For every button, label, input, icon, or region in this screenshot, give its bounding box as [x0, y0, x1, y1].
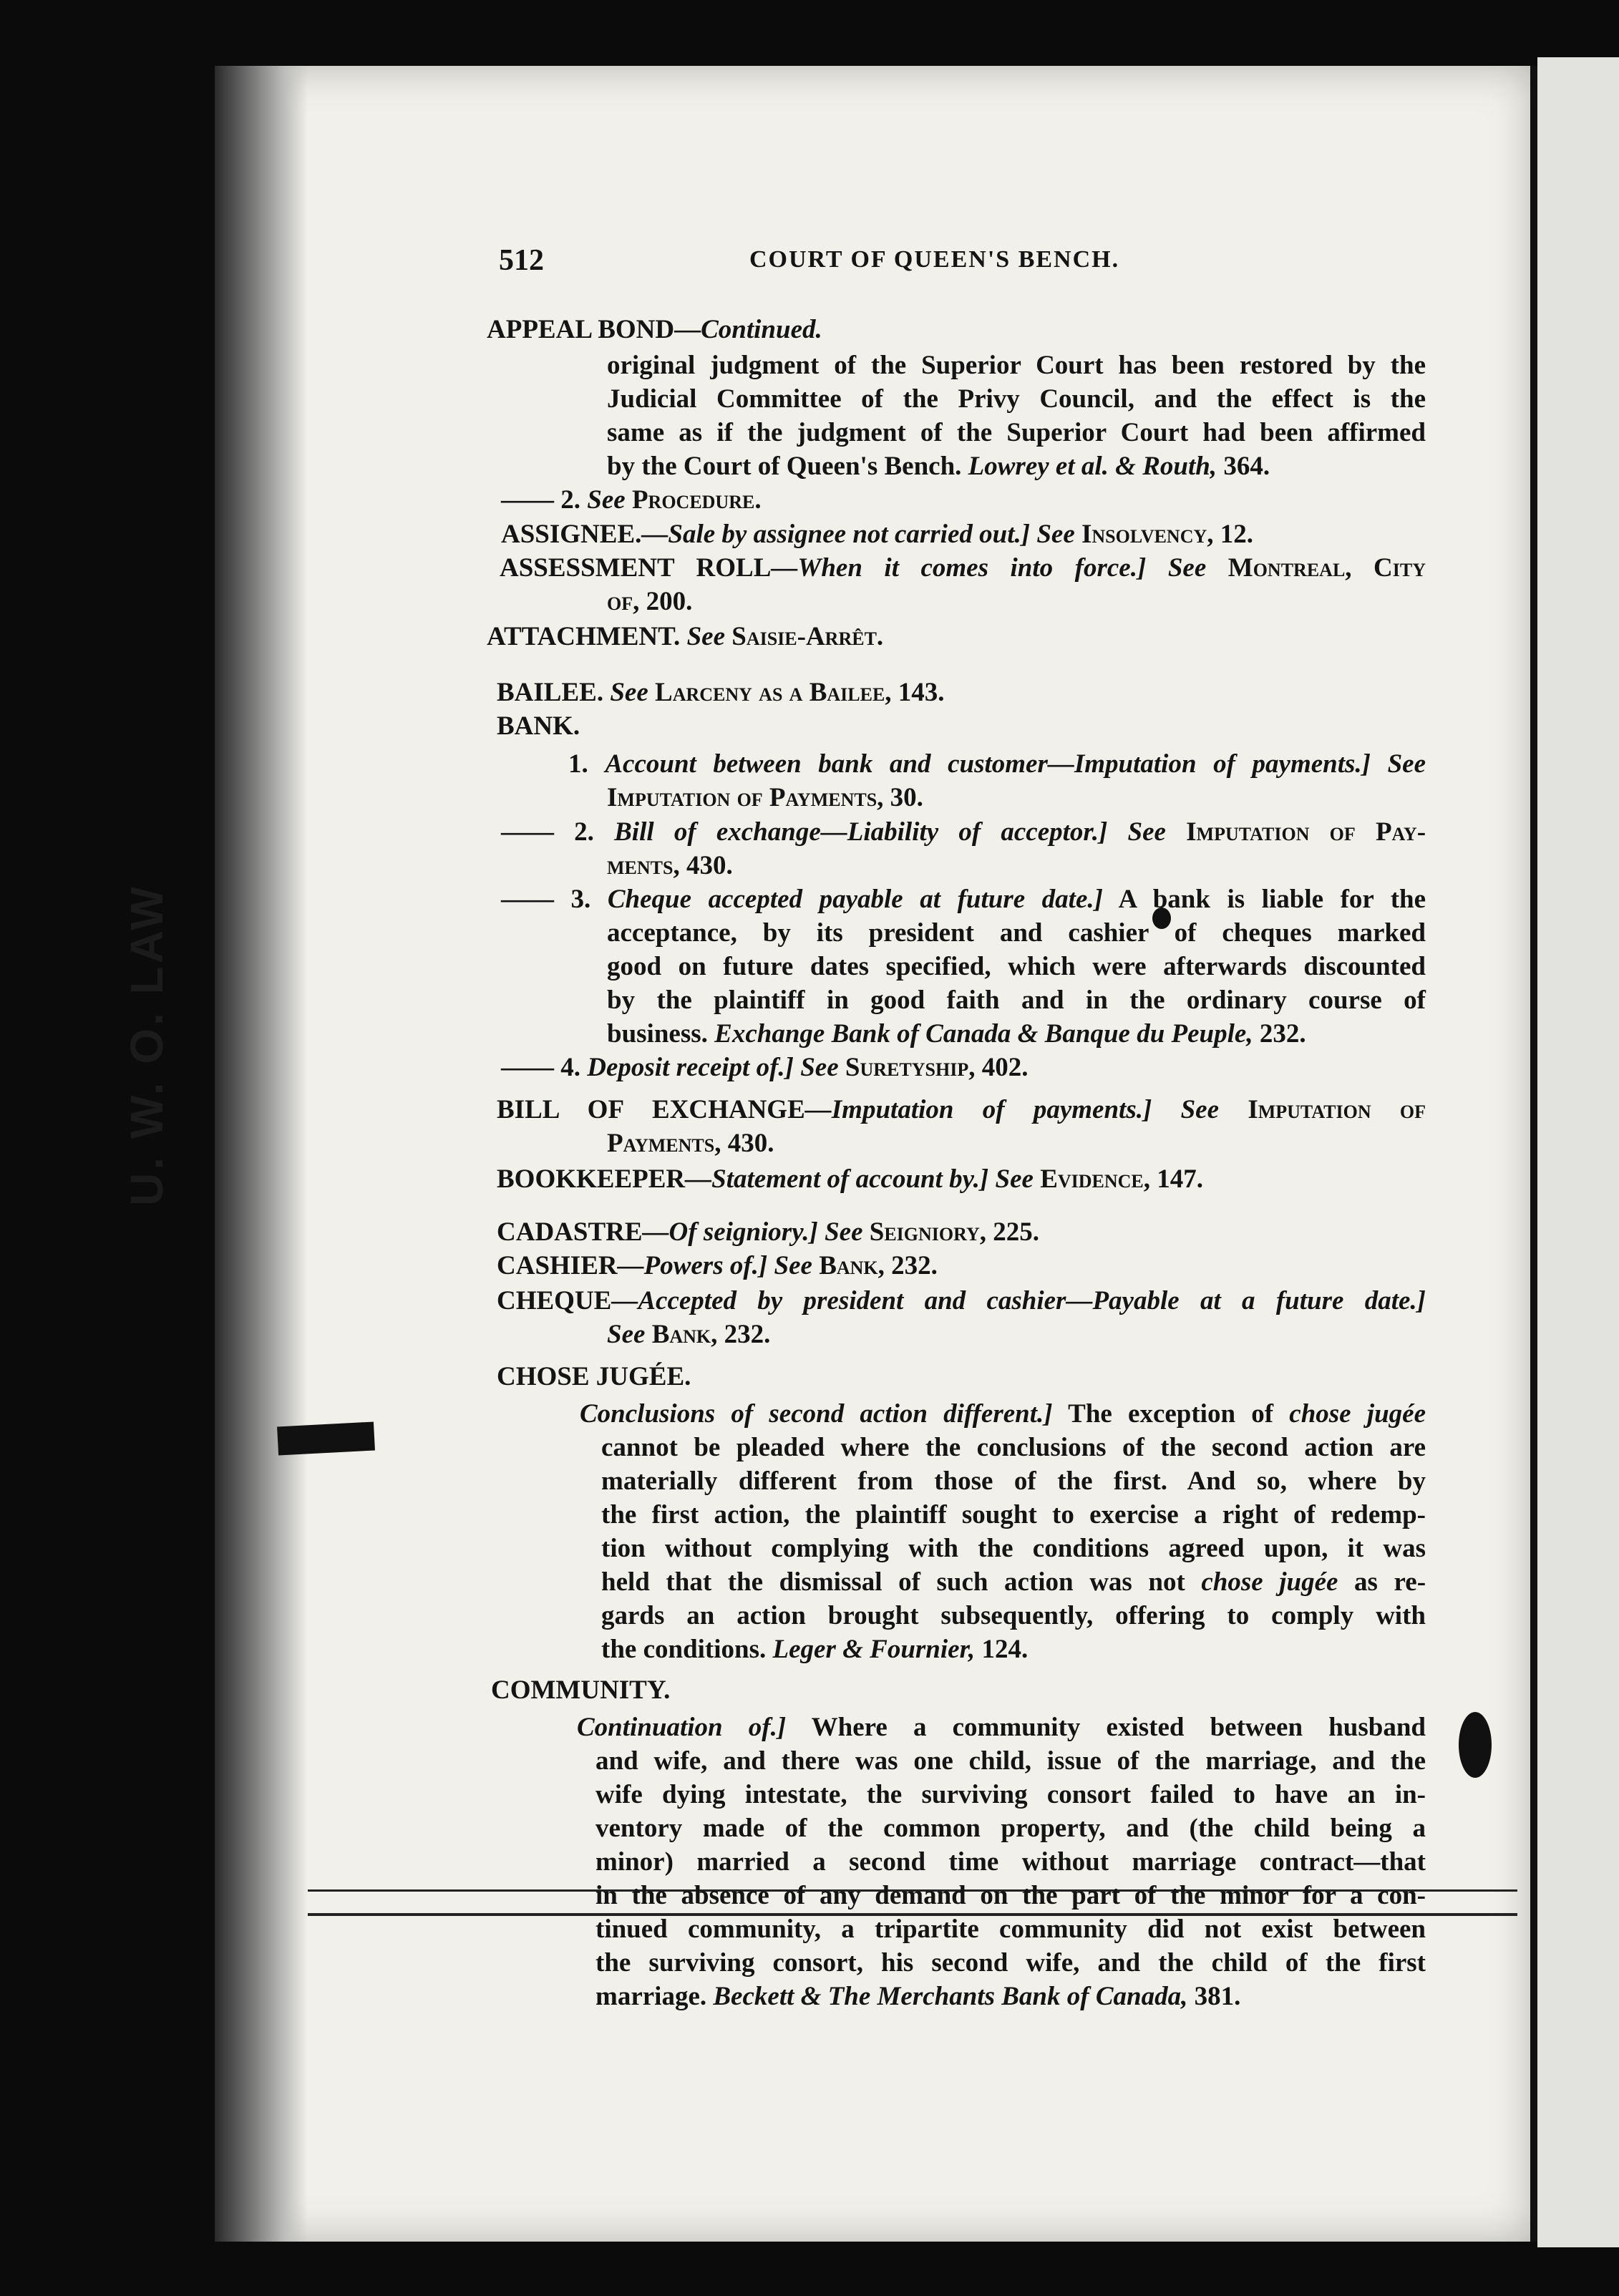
library-side-stamp: U. W. O. LAW	[121, 884, 172, 1206]
body-line: cannot be pleaded where the conclusions of the second action are	[601, 1433, 1426, 1462]
body-line: Judicial Committee of the Privy Council, and the effect is the	[607, 384, 1426, 414]
body-line: and wife, and there was one child, issue of the marriage, and the	[595, 1746, 1426, 1776]
entry-assignee: ASSIGNEE.—Sale by assignee not carried out.] See Insolvency, 12.	[501, 520, 1254, 549]
entry-bookkeeper: BOOKKEEPER—Statement of account by.] See Evidence, 147.	[497, 1164, 1204, 1194]
sub-entry: —— 2. See Procedure.	[501, 485, 762, 515]
body-line: held that the dismissal of such action was not chose jugée as re-	[601, 1567, 1426, 1597]
body-line: wife dying intestate, the surviving consort failed to have an in-	[595, 1780, 1426, 1809]
body-line: tinued community, a tripartite community did not exist between	[595, 1915, 1426, 1944]
entry-chose-jugee-head: CHOSE JUGÉE.	[497, 1362, 691, 1391]
body-line: the surviving consort, his second wife, and the child of the first	[595, 1948, 1426, 1978]
body-line: Payments, 430.	[607, 1129, 774, 1158]
entry-cadastre: CADASTRE—Of seigniory.] See Seigniory, 225.	[497, 1217, 1040, 1247]
body-line: same as if the judgment of the Superior Court had been affirmed	[607, 418, 1426, 447]
body-line: business. Exchange Bank of Canada & Banque du Peuple, 232.	[607, 1019, 1306, 1049]
sub-entry: —— 4. Deposit receipt of.] See Suretyship, 402.	[501, 1053, 1029, 1082]
body-line: gards an action brought subsequently, offering to comply with	[601, 1601, 1426, 1630]
entry-assessment-roll: ASSESSMENT ROLL—When it comes into force.] See Montreal, City	[500, 553, 1426, 583]
body-line: the conditions. Leger & Fournier, 124.	[601, 1635, 1029, 1664]
body-line: acceptance, by its president and cashier of cheques marked	[607, 918, 1426, 948]
entry-appeal-bond-head: APPEAL BOND—Continued.	[487, 315, 822, 344]
entry-cheque: CHEQUE—Accepted by president and cashier—Payable at a future date.]	[497, 1286, 1426, 1315]
sub-entry: —— 3. Cheque accepted payable at future date.] A bank is liable for the	[501, 885, 1426, 914]
body-line: original judgment of the Superior Court has been restored by the	[607, 351, 1426, 380]
body-line: materially different from those of the first. And so, where by	[601, 1466, 1426, 1496]
body-line: ments, 430.	[607, 851, 733, 880]
entry-bill-of-exchange: BILL OF EXCHANGE—Imputation of payments.] See Imputation of	[497, 1095, 1426, 1124]
page-number: 512	[499, 244, 544, 277]
sub-entry: 1. Account between bank and customer—Imputation of payments.] See	[568, 749, 1426, 779]
entry-bailee: BAILEE. See Larceny as a Bailee, 143.	[497, 678, 945, 707]
body-line: Continuation of.] Where a community existed between husband	[577, 1713, 1426, 1742]
body-line: minor) married a second time without marriage contract—that	[595, 1847, 1426, 1877]
body-line: good on future dates specified, which were afterwards discounted	[607, 952, 1426, 981]
body-line: in the absence of any demand on the part of the minor for a con-	[595, 1881, 1426, 1910]
running-head: COURT OF QUEEN'S BENCH.	[749, 246, 1120, 273]
body-line: marriage. Beckett & The Merchants Bank of Canada, 381.	[595, 1982, 1241, 2011]
body-line: tion without complying with the conditions agreed upon, it was	[601, 1534, 1426, 1563]
entry-community-head: COMMUNITY.	[491, 1675, 671, 1705]
body-line: Imputation of Payments, 30.	[607, 783, 923, 812]
entry-cashier: CASHIER—Powers of.] See Bank, 232.	[497, 1251, 938, 1280]
body-line: by the plaintiff in good faith and in the ordinary course of	[607, 986, 1426, 1015]
entry-bank-head: BANK.	[497, 711, 580, 741]
body-line: the first action, the plaintiff sought to exercise a right of redemp-	[601, 1500, 1426, 1529]
body-line: of, 200.	[607, 587, 693, 616]
body-line: ventory made of the common property, and (the child being a	[595, 1814, 1426, 1843]
body-line: See Bank, 232.	[607, 1320, 771, 1349]
entry-attachment: ATTACHMENT. See Saisie-Arrêt.	[487, 622, 884, 651]
body-line: Conclusions of second action different.] The exception of chose jugée	[580, 1399, 1426, 1429]
sub-entry: —— 2. Bill of exchange—Liability of acceptor.] See Imputation of Pay-	[501, 817, 1426, 847]
body-line: by the Court of Queen's Bench. Lowrey et al. & Routh, 364.	[607, 452, 1270, 481]
